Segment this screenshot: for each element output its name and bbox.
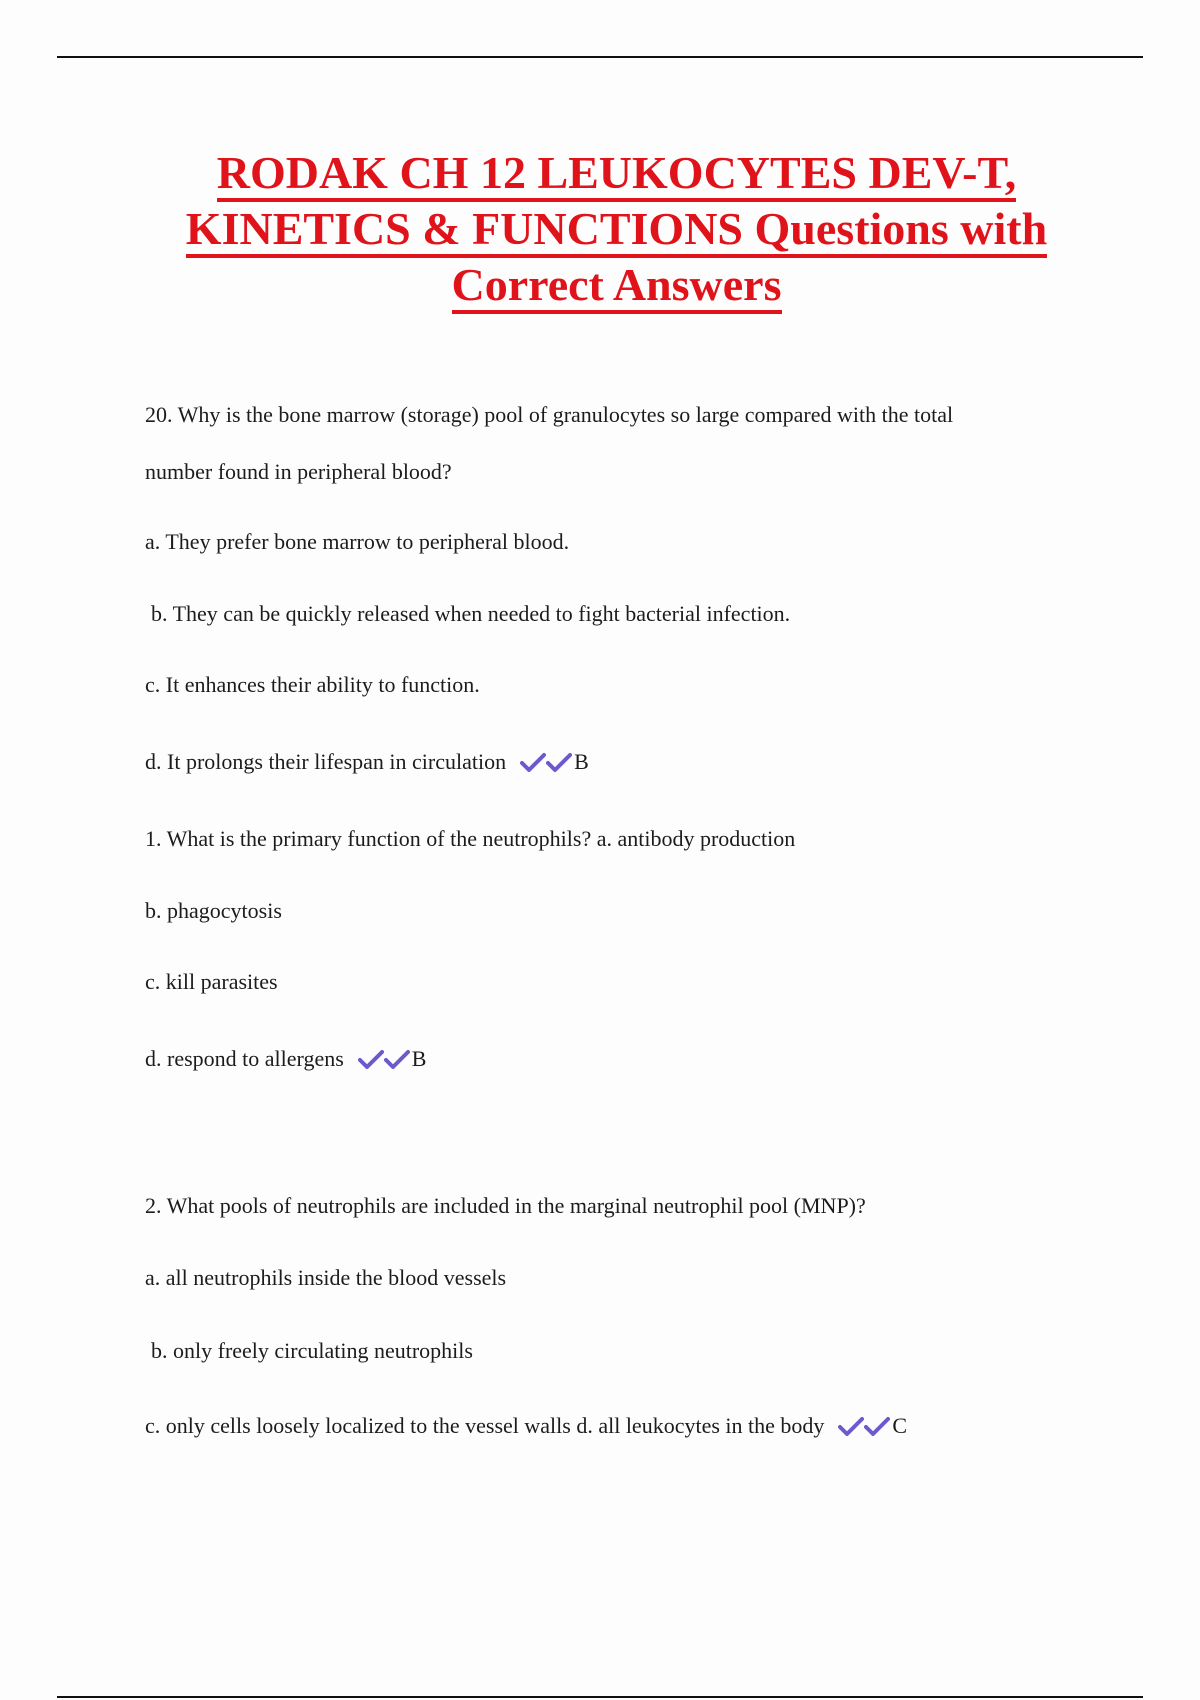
q20-option-d-row	[145, 749, 589, 775]
q20-answer: B	[574, 749, 589, 774]
title-line-3: Correct Answers	[452, 259, 782, 314]
check-mark-icon	[520, 751, 546, 773]
q20-option-c: c. It enhances their ability to function.	[145, 672, 480, 697]
q2-question: 2. What pools of neutrophils are included in the marginal neutrophil pool (MNP)?	[145, 1193, 866, 1218]
title-line-1: RODAK CH 12 LEUKOCYTES DEV-T,	[217, 147, 1017, 202]
check-mark-icon	[384, 1048, 410, 1070]
q1-option-c: c. kill parasites	[145, 969, 278, 994]
top-rule	[57, 56, 1143, 58]
check-mark-icon	[358, 1048, 384, 1070]
q20-question-line-1: 20. Why is the bone marrow (storage) pool of granulocytes so large compared with the total	[145, 402, 954, 427]
q2-option-c-d-row	[145, 1413, 907, 1439]
q2-option-b: b. only freely circulating neutrophils	[151, 1338, 473, 1363]
bottom-rule	[57, 1696, 1143, 1698]
check-mark-icon	[546, 751, 572, 773]
q2-answer-checks	[838, 1413, 890, 1439]
q1-option-b: b. phagocytosis	[145, 898, 282, 923]
q2-option-c-d: c. only cells loosely localized to the vessel walls d. all leukocytes in the body	[145, 1413, 825, 1438]
q1-answer-checks	[358, 1046, 410, 1072]
q2-answer: C	[892, 1413, 908, 1438]
q1-question: 1. What is the primary function of the neutrophils? a. antibody production	[145, 826, 796, 851]
check-mark-icon	[838, 1415, 864, 1437]
document-title	[100, 145, 1133, 313]
q20-option-d: d. It prolongs their lifespan in circulation	[145, 749, 507, 774]
title-line-2: KINETICS & FUNCTIONS Questions with	[186, 203, 1047, 258]
q1-option-d: d. respond to allergens	[145, 1046, 344, 1071]
q1-option-d-row	[145, 1046, 426, 1072]
q20-answer-checks	[520, 749, 572, 775]
q20-option-b: b. They can be quickly released when needed to fight bacterial infection.	[151, 601, 791, 626]
q20-option-a: a. They prefer bone marrow to peripheral blood.	[145, 529, 570, 554]
check-mark-icon	[864, 1415, 890, 1437]
q1-answer: B	[411, 1046, 427, 1071]
q2-option-a: a. all neutrophils inside the blood vessels	[145, 1265, 507, 1290]
q20-question-line-2: number found in peripheral blood?	[145, 459, 452, 484]
